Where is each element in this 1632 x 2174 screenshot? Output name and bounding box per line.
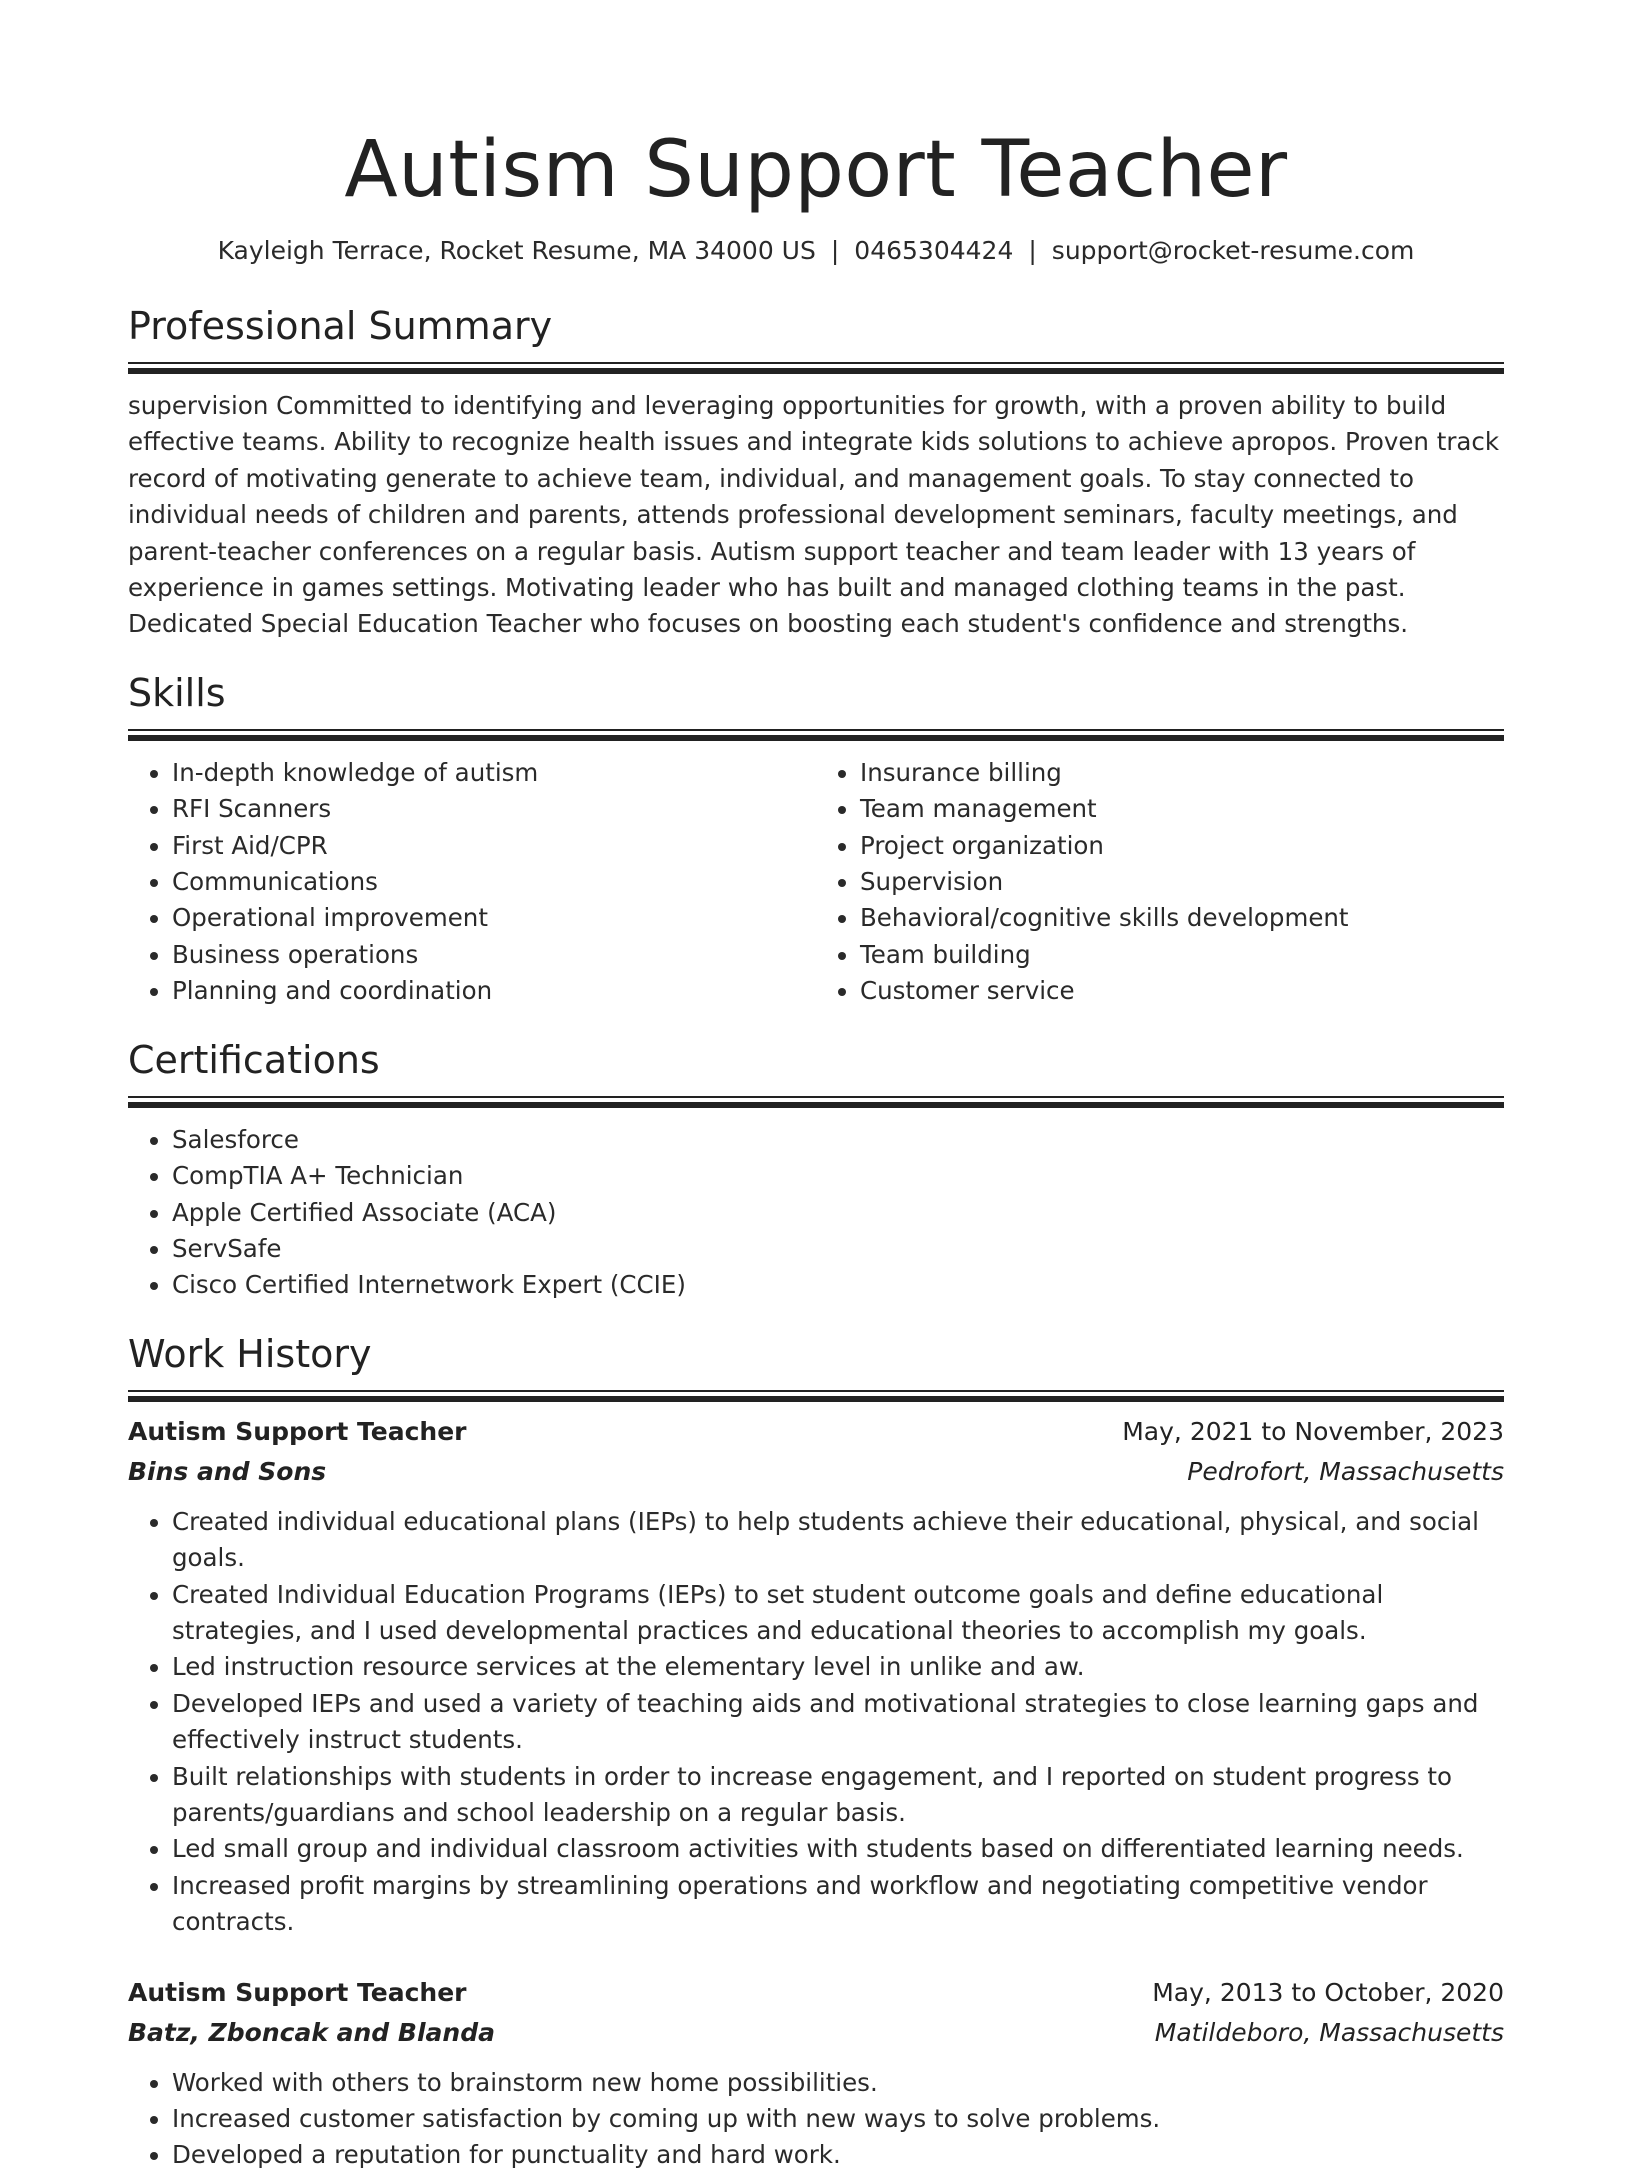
- job-location: Matildeboro, Massachusetts: [1154, 2017, 1504, 2047]
- skill-item: • Behavioral/cognitive skills development: [860, 900, 1504, 936]
- job-duty: • Increased profit margins by streamlining operations and workflow and negotiating competitive vendor contracts.: [172, 1868, 1504, 1941]
- summary-text: supervision Committed to identifying and leveraging opportunities for growth, with a proven ability to build effective teams. Ability to recognize health issues and integrate kids solutions to achieve apropos. Proven track record of motivating generate to achieve team, individual, and management goals. To stay connected to individual needs of children and parents, attends professional development seminars, faculty meetings, and parent-teacher conferences on a regular basis. Autism support teacher and team leader with 13 years of experience in games settings. Motivating leader who has built and managed clothing teams in the past. Dedicated Special Education Teacher who focuses on boosting each student's confidence and strengths.: [128, 391, 1500, 639]
- job-location: Pedrofort, Massachusetts: [1187, 1456, 1504, 1486]
- job-company: Bins and Sons: [128, 1456, 327, 1486]
- skills-grid: [128, 755, 1504, 1010]
- skill-item: • Team management: [860, 791, 1504, 827]
- skills-list-left: [128, 755, 816, 1010]
- skill-item: • In-depth knowledge of autism: [172, 755, 816, 791]
- job-subheader: [128, 1452, 1504, 1492]
- contact-separator: |: [1028, 236, 1037, 265]
- certification-item: • CompTIA A+ Technician: [172, 1158, 1504, 1194]
- contact-phone: 0465304424: [854, 236, 1014, 265]
- certifications-heading: Certifications: [128, 1037, 380, 1082]
- job-duty: • Developed a reputation for punctuality and hard work.: [172, 2137, 1504, 2173]
- skill-item: • Operational improvement: [172, 900, 816, 936]
- job-duty: • Worked with others to brainstorm new home possibilities.: [172, 2065, 1504, 2101]
- resume-title: Autism Support Teacher: [344, 125, 1288, 215]
- job-title: Autism Support Teacher: [128, 1977, 467, 2007]
- section-divider: [128, 362, 1504, 372]
- contact-email: support@rocket-resume.com: [1051, 236, 1415, 265]
- skill-item: • Business operations: [172, 937, 816, 973]
- job-duties-list: [128, 1504, 1504, 1941]
- summary-section: [128, 302, 1504, 643]
- skill-item: • Communications: [172, 864, 816, 900]
- skill-item: • Team building: [860, 937, 1504, 973]
- job-duty: • Developed IEPs and used a variety of teaching aids and motivational strategies to close learning gaps and effectively instruct students.: [172, 1686, 1504, 1759]
- skill-item: • First Aid/CPR: [172, 828, 816, 864]
- job-header: [128, 1973, 1504, 2013]
- skill-item: • Project organization: [860, 828, 1504, 864]
- skill-item: • RFI Scanners: [172, 791, 816, 827]
- certification-item: • Cisco Certified Internetwork Expert (CCIE): [172, 1267, 1504, 1303]
- certification-item: • Apple Certified Associate (ACA): [172, 1195, 1504, 1231]
- skills-list-right: [816, 755, 1504, 1010]
- job-duty: • Increased customer satisfaction by coming up with new ways to solve problems.: [172, 2101, 1504, 2137]
- certification-item: • Salesforce: [172, 1122, 1504, 1158]
- skill-item: • Customer service: [860, 973, 1504, 1009]
- skill-item: • Supervision: [860, 864, 1504, 900]
- work-history-section: [128, 1330, 1504, 2174]
- certification-item: • ServSafe: [172, 1231, 1504, 1267]
- job-duty: • Led small group and individual classroom activities with students based on differentiated learning needs.: [172, 1831, 1504, 1867]
- job-dates: May, 2013 to October, 2020: [1152, 1977, 1504, 2007]
- certifications-section: [128, 1036, 1504, 1304]
- skills-section: [128, 669, 1504, 1010]
- job-duty: • Built relationships with students in order to increase engagement, and I reported on student progress to parents/guardians and school leadership on a regular basis.: [172, 1759, 1504, 1832]
- job-subheader: [128, 2013, 1504, 2053]
- job-duty: • Created Individual Education Programs (IEPs) to set student outcome goals and define educational strategies, and I used developmental practices and educational theories to accomplish my goals.: [172, 1577, 1504, 1650]
- resume-page: [128, 120, 1504, 2174]
- section-divider: [128, 1096, 1504, 1106]
- contact-line: [128, 234, 1504, 268]
- contact-address: Kayleigh Terrace, Rocket Resume, MA 34000 US: [217, 236, 816, 265]
- skill-item: • Planning and coordination: [172, 973, 816, 1009]
- job-entry: [128, 1412, 1504, 1941]
- section-divider: [128, 729, 1504, 739]
- skill-item: • Insurance billing: [860, 755, 1504, 791]
- job-title: Autism Support Teacher: [128, 1416, 467, 1446]
- job-duty: • Led instruction resource services at the elementary level in unlike and aw.: [172, 1649, 1504, 1685]
- job-duties-list: [128, 2065, 1504, 2174]
- job-header: [128, 1412, 1504, 1452]
- job-company: Batz, Zboncak and Blanda: [128, 2017, 495, 2047]
- job-duty: • Created individual educational plans (IEPs) to help students achieve their educational, physical, and social goals.: [172, 1504, 1504, 1577]
- summary-heading: Professional Summary: [128, 304, 553, 348]
- contact-separator: |: [830, 236, 840, 265]
- section-divider: [128, 1390, 1504, 1400]
- job-entry: [128, 1973, 1504, 2174]
- skills-heading: Skills: [128, 670, 226, 715]
- job-dates: May, 2021 to November, 2023: [1122, 1416, 1504, 1446]
- work-history-heading: Work History: [128, 1331, 372, 1376]
- certifications-list: [128, 1122, 1504, 1304]
